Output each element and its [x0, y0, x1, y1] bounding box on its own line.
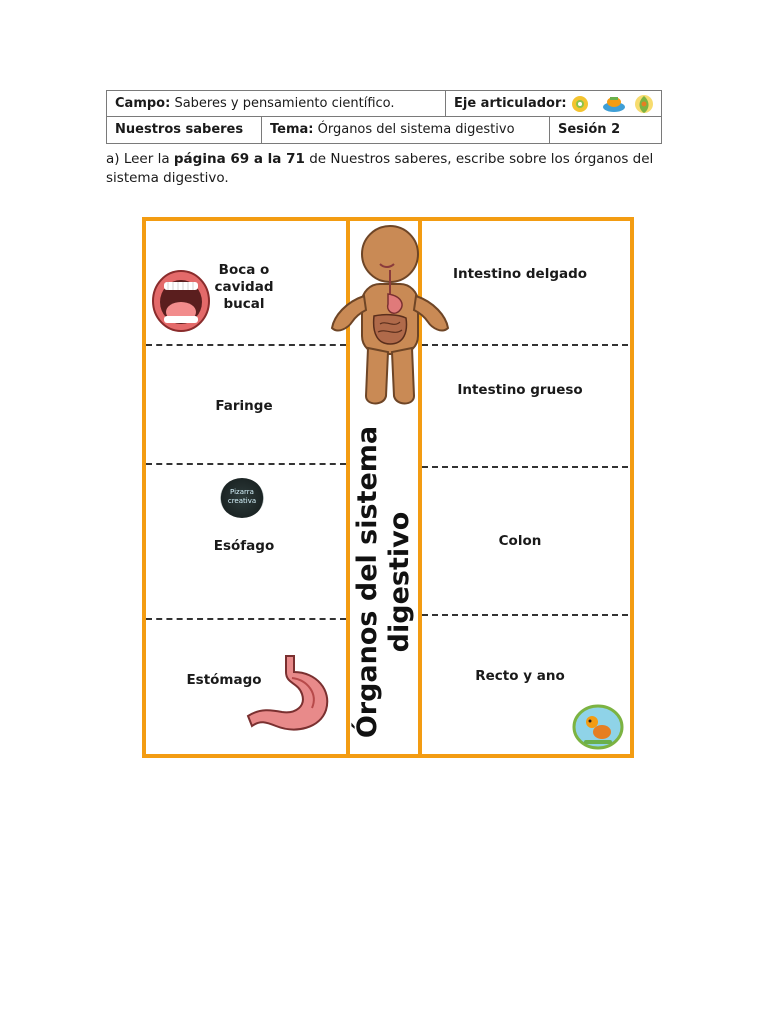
eje-articulador-icons [570, 93, 658, 115]
organ-label-intestino-delgado: Intestino delgado [452, 266, 588, 282]
organ-label-boca: Boca o cavidad bucal [214, 262, 274, 312]
organ-label-colon: Colon [498, 533, 542, 549]
stomach-icon [246, 654, 338, 736]
campo-cell [107, 91, 445, 116]
pizarra-creativa-logo: Pizarra creativa [220, 478, 264, 518]
campo-value: Saberes y pensamiento científico. [174, 96, 395, 111]
organ-label-estomago: Estómago [186, 672, 262, 688]
instruction-text: a) Leer la página 69 a la 71 de Nuestros saberes, escribe sobre los órganos del sistema digestivo. [106, 151, 654, 186]
tema-label: Tema: [270, 122, 314, 137]
mascot-logo-icon [572, 704, 624, 750]
header-row-2 [107, 117, 661, 143]
vida-saludable-icon [635, 95, 653, 113]
eje-label: Eje articulador: [454, 96, 567, 111]
mouth-icon [150, 268, 212, 334]
cut-line [146, 344, 346, 346]
cut-line [422, 614, 628, 616]
cut-line [422, 344, 628, 346]
cut-line [146, 618, 346, 620]
tema-value: Órganos del sistema digestivo [317, 122, 515, 137]
header-table [106, 90, 662, 144]
tema-cell [261, 117, 549, 143]
organ-label-faringe: Faringe [215, 398, 273, 414]
campo-label: Campo: [115, 96, 171, 111]
organ-label-recto: Recto y ano [475, 668, 565, 684]
book-cell: Nuestros saberes [115, 122, 244, 137]
cut-line [422, 466, 628, 468]
inclusion-icon [572, 96, 588, 112]
organ-label-intestino-grueso: Intestino grueso [457, 382, 583, 398]
foldable-title: Órganos del sistema digestivo [352, 425, 415, 739]
body-figure-icon [328, 224, 452, 410]
cut-line [146, 463, 346, 465]
sesion-cell: Sesión 2 [549, 117, 663, 143]
organ-label-esofago: Esófago [213, 538, 275, 554]
header-row-1 [107, 91, 661, 117]
interculturalidad-icon [603, 97, 625, 112]
eje-cell [445, 91, 663, 116]
